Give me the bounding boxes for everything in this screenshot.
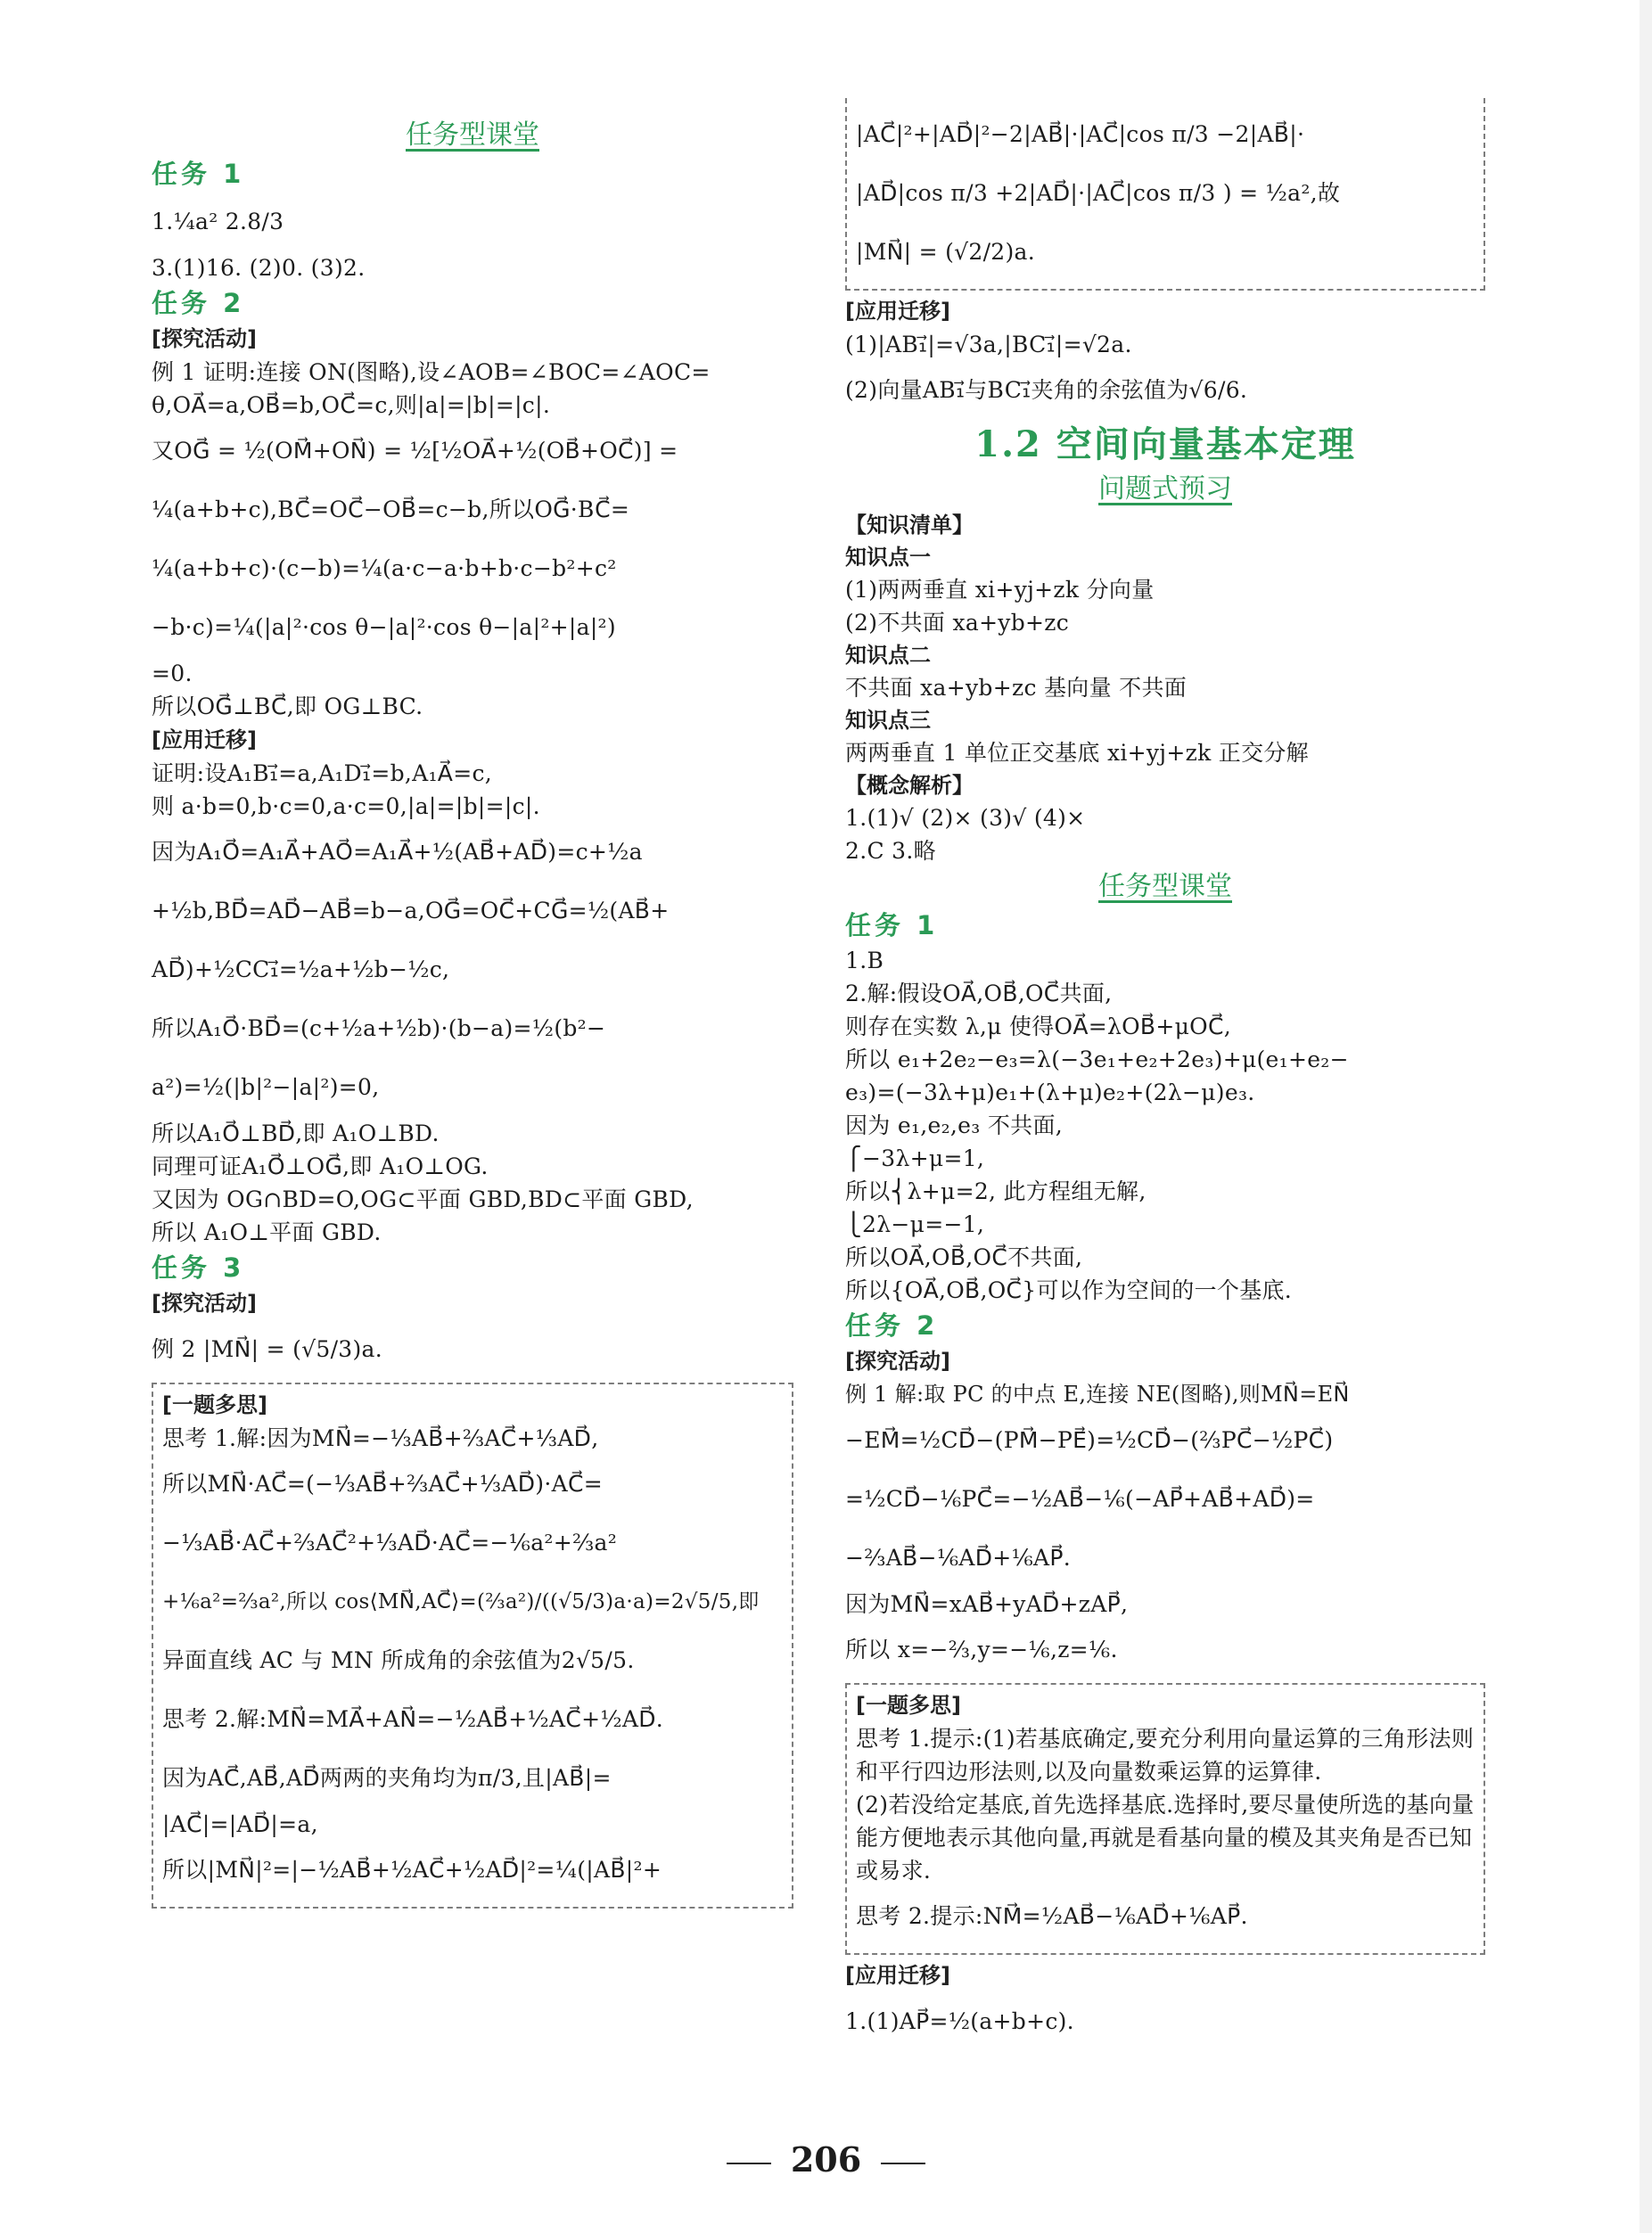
example-line: 又OG⃗ = ½(OM⃗+ON⃗) = ½[½OA⃗+½(OB⃗+OC⃗)] = [152,438,678,464]
example-line: ¼(a+b+c)·(c−b)=¼(a·c−a·b+b·c−b²+c² [152,555,617,581]
explore-activity-label: [探究活动] [152,1291,257,1316]
knowledge-line: 不共面 xa+yb+zc 基向量 不共面 [845,675,1188,701]
task-1-line: 所以⎨λ+μ=2, 此方程组无解, [845,1178,1147,1204]
concept-line: 1.(1)√ (2)× (3)√ (4)× [845,805,1086,831]
example-line: −EM⃗=½CD⃗−(PM⃗−PE⃗)=½CD⃗−(⅔PC⃗−½PC⃗) [845,1427,1334,1453]
knowledge-line: (1)两两垂直 xi+yj+zk 分向量 [845,577,1155,603]
proof-line: 证明:设A₁B₁⃗=a,A₁D₁⃗=b,A₁A⃗=c, [152,760,493,786]
concept-analysis-label: 【概念解析】 [845,773,974,798]
task-1-line: ⎧−3λ+μ=1, [845,1145,985,1171]
multi-thinking-label: [一题多思] [856,1693,961,1718]
thinking-line: 所以MN⃗·AC⃗=(−⅓AB⃗+⅔AC⃗+⅓AD⃗)·AC⃗= [162,1471,603,1497]
example-line: =½CD⃗−⅙PC⃗=−½AB⃗−⅙(−AP⃗+AB⃗+AD⃗)= [845,1486,1315,1512]
task-1-line: 则存在实数 λ,μ 使得OA⃗=λOB⃗+μOC⃗, [845,1014,1231,1039]
proof-line: 所以 A₁O⊥平面 GBD. [152,1219,382,1245]
thinking-line: 异面直线 AC 与 MN 所成角的余弦值为2√5/5. [162,1647,635,1673]
apply-line: 1.(1)AP⃗=½(a+b+c). [845,2008,1074,2034]
task-1-line: 1.B [845,948,884,973]
page-number-footer [0,2139,1652,2180]
knowledge-line: (2)不共面 xa+yb+zc [845,610,1070,636]
task-1-line: 因为 e₁,e₂,e₃ 不共面, [845,1112,1063,1138]
apply-transfer-label: [应用迁移] [845,299,950,324]
example-line: =0. [152,661,193,686]
thinking-line: +⅙a²=⅔a²,所以 cos⟨MN⃗,AC⃗⟩=(⅔a²)/((√5/3)a·a)=2√5/5,即 [162,1590,760,1613]
section-title: 任务型课堂 [406,119,539,151]
knowledge-point-2: 知识点二 [845,643,931,668]
task-1-line: e₃)=(−3λ+μ)e₁+(λ+μ)e₂+(2λ−μ)e₃. [845,1080,1255,1105]
explore-activity-label: [探究活动] [845,1349,950,1374]
thinking-line: 因为AC⃗,AB⃗,AD⃗两两的夹角均为π/3,且|AB⃗|= [162,1765,612,1791]
example-line: 例 1 解:取 PC 的中点 E,连接 NE(图略),则MN⃗=EN⃗ [845,1382,1350,1407]
apply-transfer-label: [应用迁移] [152,727,257,752]
example-line: −⅔AB⃗−⅙AD⃗+⅙AP⃗. [845,1545,1072,1571]
multi-thinking-box [152,1383,793,1909]
proof-line: 所以A₁O⃗·BD⃗=(c+½a+½b)·(b−a)=½(b²− [152,1015,606,1041]
multi-thinking-label: [一题多思] [162,1392,267,1417]
knowledge-point-1: 知识点一 [845,545,931,570]
task-1-answer: 1.¼a² 2.8/3 [152,209,284,234]
task-1-line: 所以 e₁+2e₂−e₃=λ(−3e₁+e₂+2e₃)+μ(e₁+e₂− [845,1047,1349,1072]
thinking-line: 思考 1.解:因为MN⃗=−⅓AB⃗+⅔AC⃗+⅓AD⃗, [162,1425,599,1451]
page-number: 206 [790,2139,862,2180]
task-1-answer: 3.(1)16. (2)0. (3)2. [152,255,366,281]
proof-line: 同理可证A₁O⃗⊥OG⃗,即 A₁O⊥OG. [152,1153,489,1179]
proof-line: a²)=½(|b|²−|a|²)=0, [152,1074,380,1100]
example-line: ¼(a+b+c),BC⃗=OC⃗−OB⃗=c−b,所以OG⃗·BC⃗= [152,497,630,522]
thinking-line: 思考 2.解:MN⃗=MA⃗+AN⃗=−½AB⃗+½AC⃗+½AD⃗. [162,1706,664,1732]
left-column [152,116,793,1912]
task-1-line: 所以OA⃗,OB⃗,OC⃗不共面, [845,1244,1083,1270]
example-line: 例 1 证明:连接 ON(图略),设∠AOB=∠BOC=∠AOC= [152,359,711,385]
continued-line: |AD⃗|cos π/3 +2|AD⃗|·|AC⃗|cos π/3 ) = ½a²,故 [856,180,1341,206]
proof-line: 则 a·b=0,b·c=0,a·c=0,|a|=|b|=|c|. [152,793,540,819]
thinking-line: |AC⃗|=|AD⃗|=a, [162,1811,318,1837]
proof-line: 又因为 OG∩BD=O,OG⊂平面 GBD,BD⊂平面 GBD, [152,1186,694,1212]
thinking-line: −⅓AB⃗·AC⃗+⅔AC⃗²+⅓AD⃗·AC⃗=−⅙a²+⅔a² [162,1530,618,1556]
continued-line: |MN⃗| = (√2/2)a. [856,239,1036,265]
knowledge-line: 两两垂直 1 单位正交基底 xi+yj+zk 正交分解 [845,740,1309,766]
task-3-heading: 任务 3 [152,1252,245,1283]
task-2-heading: 任务 2 [152,288,245,318]
task-2-heading: 任务 2 [845,1310,939,1341]
page-edge-shadow [1640,0,1652,2233]
concept-line: 2.C 3.略 [845,838,936,864]
thinking-line: 所以|MN⃗|²=|−½AB⃗+½AC⃗+½AD⃗|²=¼(|AB⃗|²+ [162,1857,662,1883]
proof-line: 因为A₁O⃗=A₁A⃗+AO⃗=A₁A⃗+½(AB⃗+AD⃗)=c+½a [152,839,643,865]
thinking-paragraph: 思考 1.提示:(1)若基底确定,要充分利用向量运算的三角形法则和平行四边形法则,以及向量数乘运算的运算律. [856,1726,1475,1785]
example-line: θ,OA⃗=a,OB⃗=b,OC⃗=c,则|a|=|b|=|c|. [152,392,551,418]
proof-line: 所以A₁O⃗⊥BD⃗,即 A₁O⊥BD. [152,1121,440,1146]
task-1-line: 所以{OA⃗,OB⃗,OC⃗}可以作为空间的一个基底. [845,1277,1293,1303]
thinking-line: 思考 2.提示:NM⃗=½AB⃗−⅙AD⃗+⅙AP⃗. [856,1903,1248,1929]
section-title: 任务型课堂 [1098,871,1232,902]
apply-line: (1)|AB₁⃗|=√3a,|BC₁⃗|=√2a. [845,332,1132,357]
continued-line: |AC⃗|²+|AD⃗|²−2|AB⃗|·|AC⃗|cos π/3 −2|AB⃗|· [856,121,1305,147]
task-1-line: 2.解:假设OA⃗,OB⃗,OC⃗共面, [845,981,1113,1006]
knowledge-list-label: 【知识清单】 [845,513,974,538]
example-line: −b·c)=¼(|a|²·cos θ−|a|²·cos θ−|a|²+|a|²) [152,614,616,640]
thinking-paragraph: (2)若没给定基底,首先选择基底.选择时,要尽量使所选的基向量能方便地表示其他向量,再就是看基向量的模及其夹角是否已知或易求. [856,1792,1475,1884]
knowledge-point-3: 知识点三 [845,708,931,733]
proof-line: AD⃗)+½CC₁⃗=½a+½b−½c, [152,956,450,982]
footer-dash-right [881,2163,925,2164]
continued-box [845,98,1485,291]
task-1-heading: 任务 1 [152,159,245,189]
example-2-answer: 例 2 |MN⃗| = (√5/3)a. [152,1336,383,1362]
chapter-title: 1.2 空间向量基本定理 [974,423,1356,465]
apply-transfer-label: [应用迁移] [845,1963,950,1988]
task-1-line: ⎩2λ−μ=−1, [845,1211,985,1237]
preview-title: 问题式预习 [1098,473,1232,505]
proof-line: +½b,BD⃗=AD⃗−AB⃗=b−a,OG⃗=OC⃗+CG⃗=½(AB⃗+ [152,898,670,924]
right-column [845,116,1485,2051]
example-line: 所以 x=−⅔,y=−⅙,z=⅙. [845,1637,1118,1662]
footer-dash-left [727,2163,771,2164]
explore-activity-label: [探究活动] [152,326,257,351]
example-line: 所以OG⃗⊥BC⃗,即 OG⊥BC. [152,694,423,719]
task-1-heading: 任务 1 [845,910,939,940]
example-line: 因为MN⃗=xAB⃗+yAD⃗+zAP⃗, [845,1591,1129,1617]
multi-thinking-box [845,1683,1485,1955]
apply-line: (2)向量AB₁⃗与BC₁⃗夹角的余弦值为√6/6. [845,377,1248,403]
